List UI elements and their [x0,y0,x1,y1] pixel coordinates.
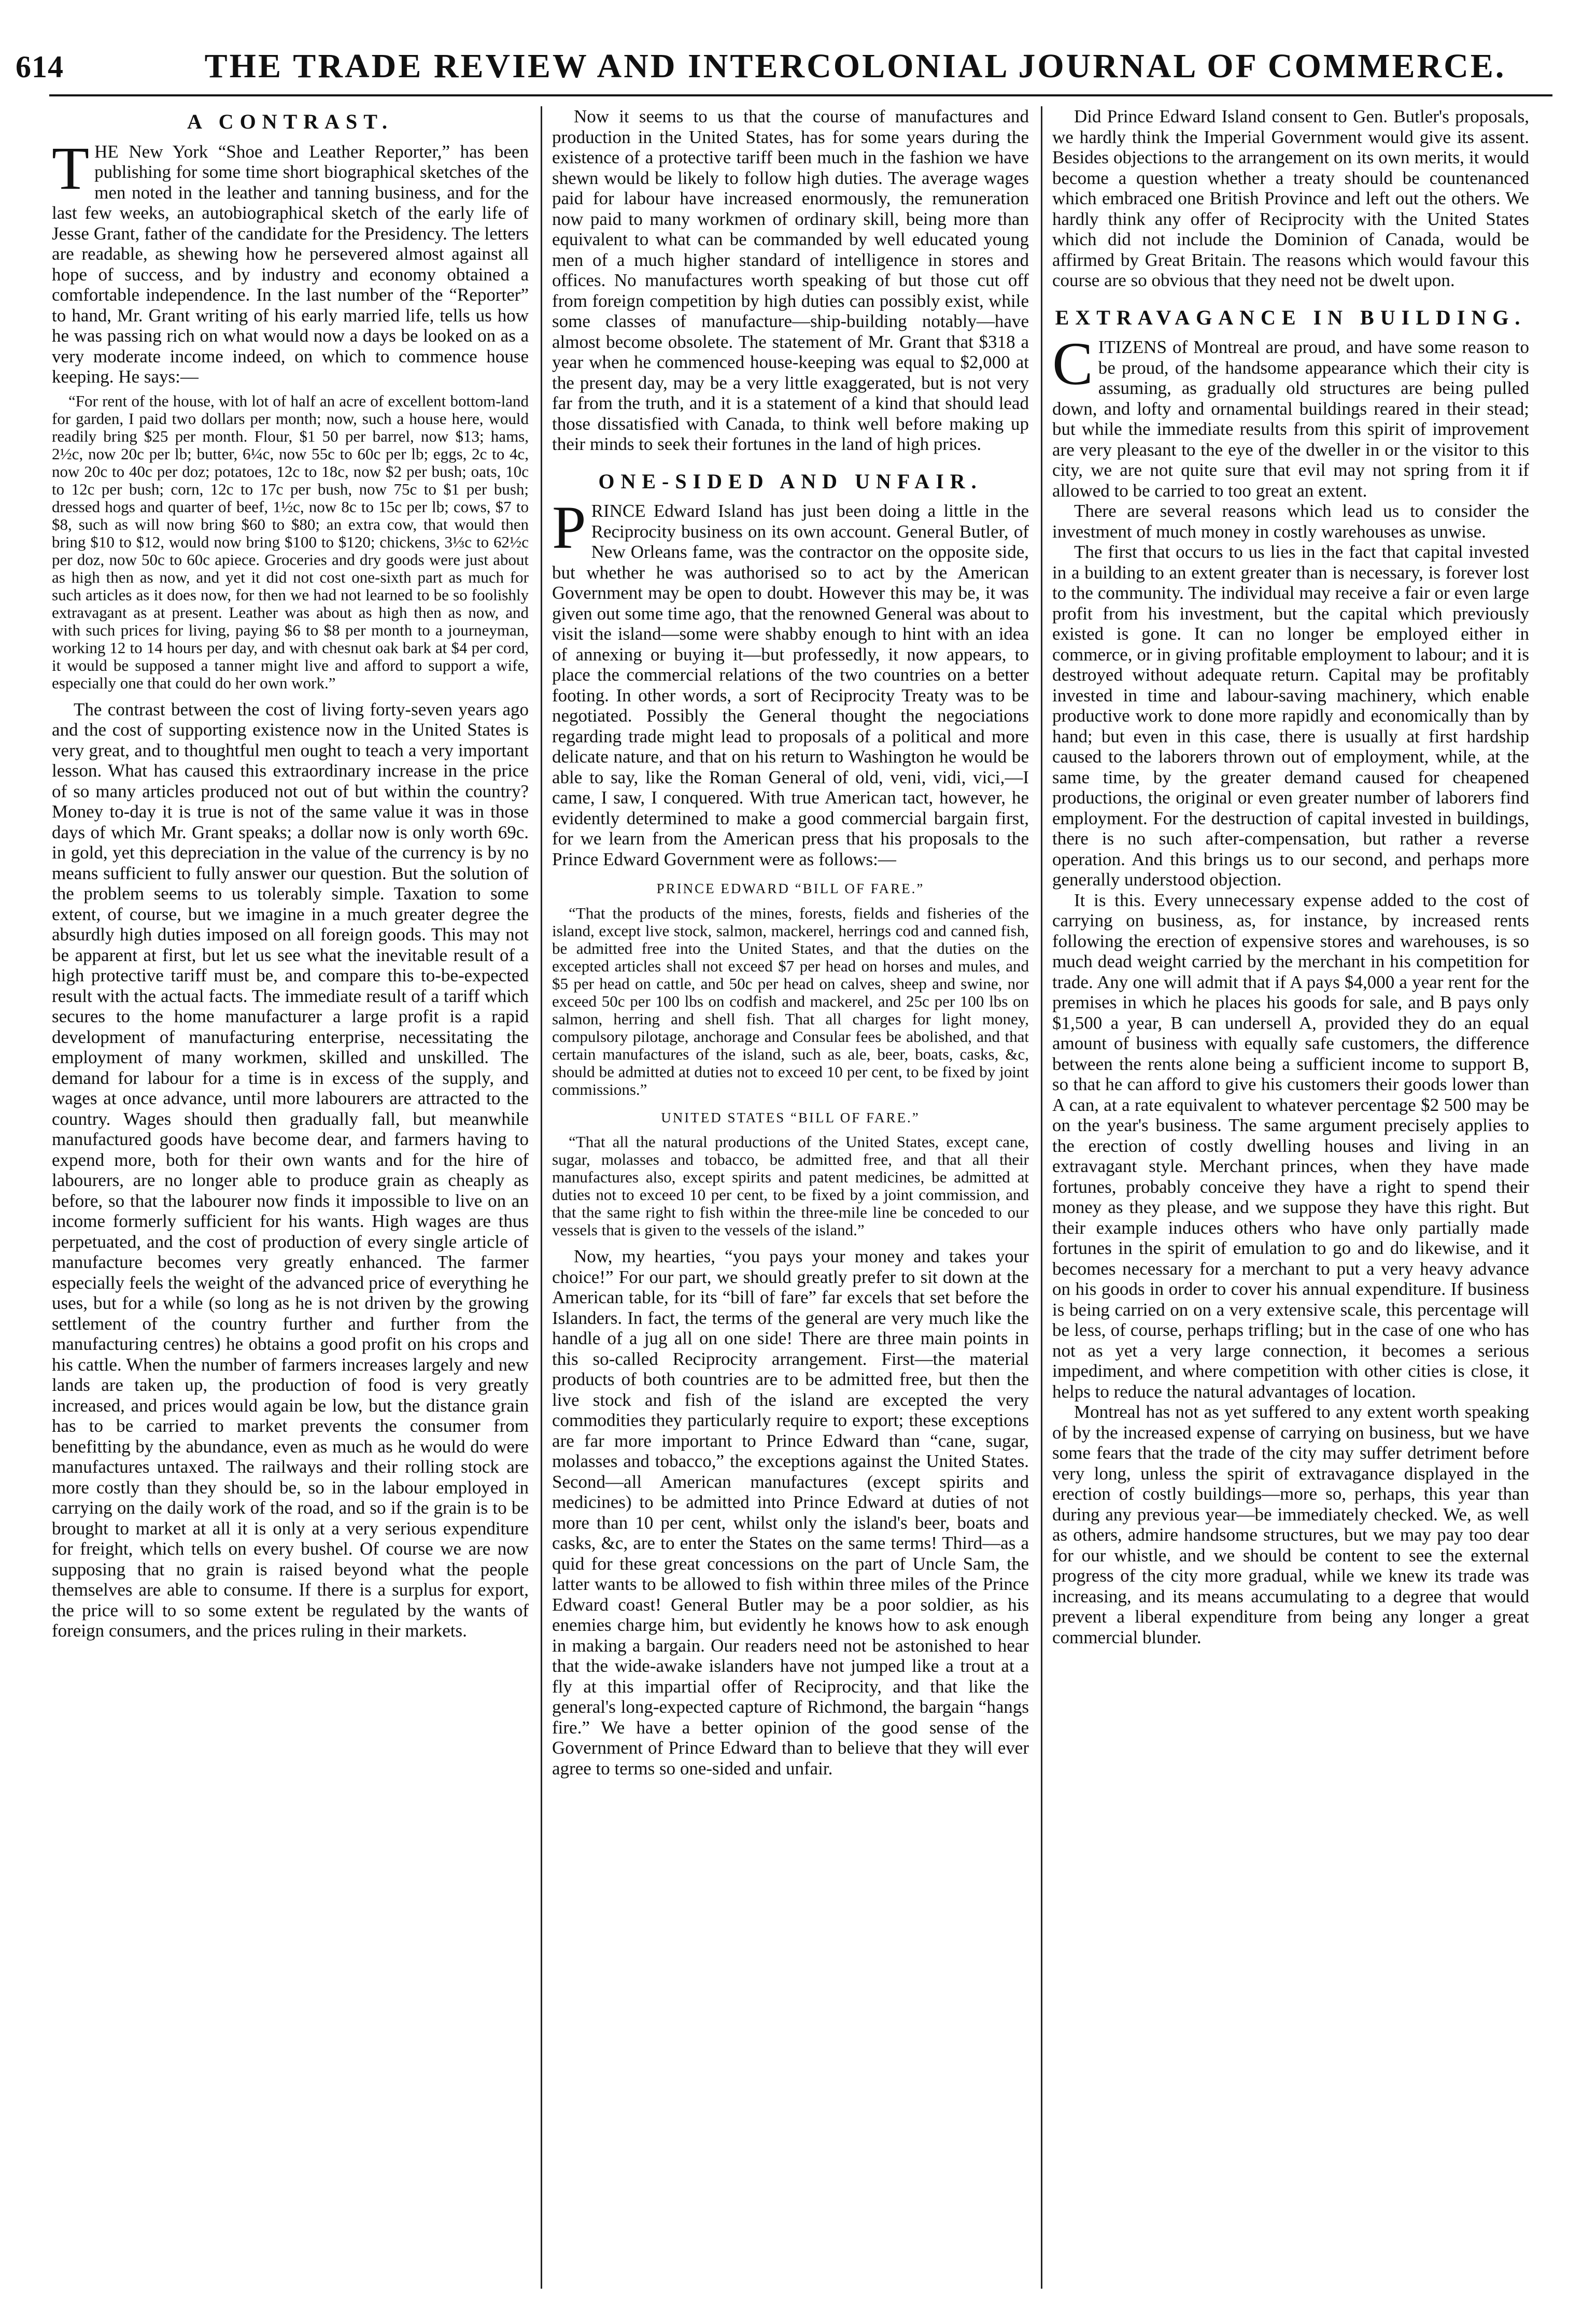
paragraph-text: RINCE Edward Island has just been doing a little in the Reciprocity business on its own account. General Butler, of New Orleans fame, was the contractor on the opposite side, but whether he was authorised so to act by the American Government may be open to doubt. However this may be, it was given out some time ago, that the renowned General was about to visit the island—some were shabby enough to hint with an idea of annexing or buying it—but professedly, it now appears, to place the commercial relations of the two countries on a better footing. In other words, a sort of Reciprocity Treaty was to be negotiated. Possibly the General thought the negociations regarding trade might lead to proposals of a political and more delicate nature, and that on his return to Washington he would be able to say, like the Roman General of old, veni, vidi, vici,—I came, I saw, I conquered. With true American tact, however, he evidently determined to make a good commercial bargain first, for we learn from the American press that his proposals to the Prince Edward Government were as follows:— [552,501,1029,869]
drop-cap: P [552,494,586,561]
article-paragraph: The contrast between the cost of living forty-seven years ago and the cost of supporting existence now in the United States is very great, and to thoughtful men ought to teach a very important lesson. What has caused this extraordinary increase in the price of so many articles produced not out of but within the country? Money to-day it is true is not of the same value it was in those days of which Mr. Grant speaks; a dollar now is only worth 69c. in gold, yet this depreciation in the value of the currency is by no means sufficient to fully answer our question. But the solution of the problem seems to us tolerably simple. Taxation to some extent, of course, but we imagine in a much greater degree the absurdly high duties imposed on all foreign goods. This may not be apparent at first, but let us see what the inevitable result of a high protective tariff must be, and compare this to-be-expected result with the actual facts. The immediate result of a tariff which secures to the home manufacturer a large profit is a rapid development of manufacturing enterprise, necessitating the employment of many workmen, skilled and unskilled. The demand for labour for a time is in excess of the supply, and wages at once advance, until more labourers are attracted to the country. Wages should then gradually fall, but meanwhile manufactured goods have become dear, and farmers having to expend more, both for their own wants and for the hire of labourers, are no longer able to produce grain as cheaply as before, so that the labourer now finds it impossible to live on an income formerly sufficient for his wants. High wages are thus perpetuated, and the cost of production of every single article of manufacture becomes very greatly enhanced. The farmer especially feels the weight of the advanced price of everything he uses, but for a while (so long as he is not driven by the growing settlement of the country further and further from the manufacturing centres) he obtains a good profit on his crops and his cattle. When the number of farmers increases largely and new lands are taken up, the production of food is very greatly increased, and prices would again be low, but the distance grain has to be carried to market prevents the consumer from benefitting by the abundance, even as much as he would do were manufactures untaxed. The railways and their rolling stock are more costly than they should be, so in the labour employed in carrying on the daily work of the road, and so if the grain is to be brought to market at all it is only at a very serious expenditure for freight, which tells on every bushel. Of course we are now supposing that no grain is raised beyond what the people themselves are able to consume. If there is a surplus for export, the price will to so some extent be regulated by the wants of foreign consumers, and the prices ruling in their markets. [52,699,529,1641]
article-paragraph [552,494,1029,869]
section-spacer [1052,291,1529,302]
column-2 [552,106,1029,1779]
column-1 [52,106,529,1641]
article-paragraph: Did Prince Edward Island consent to Gen. Butler's proposals, we hardly think the Imperial Government would give its assent. Besides objections to the arrangement on its own merits, it would become a question whether a treaty should be countenanced which embraced one British Province and left out the others. We hardly think any offer of Reciprocity with the United States which did not include the Dominion of Canada, would be affirmed by Great Britain. The reasons which would favour this course are so obvious that they need not be dwelt upon. [1052,106,1529,290]
article-paragraph: The first that occurs to us lies in the fact that capital invested in a building to an extent greater than is necessary, is forever lost to the community. The individual may receive a fair or even large profit from his investment, but the capital which previously existed is gone. It can no longer be employed either in commerce, or in giving profitable employment to labour; and it is destroyed without adequate return. Capital may be profitably invested in time and labour-saving machinery, which enable productive work to done more rapidly and economically than by hand; but even in this case, there is usually at first hardship caused to the laborers thrown out of employment, while, at the same time, by the greater demand caused for cheapened productions, the original or even greater number of laborers find employment. For the destruction of capital invested in buildings, there is no such after-compensation, but rather a reverse operation. And this brings us to our second, and perhaps more generally understood objection. [1052,542,1529,890]
page-number: 614 [16,50,64,84]
drop-cap: C [1052,330,1093,398]
article-paragraph: It is this. Every unnecessary expense added to the cost of carrying on business, as, for instance, by increased rents following the erection of expensive stores and warehouses, is so much dead weight carried by the merchant in his competition for trade. Any one will admit that if A pays $4,000 a year rent for the premises in which he places his goods for sale, and B pays only $1,500 a year, B can undersell A, provided they do an equal amount of business with equally safe customers, the difference between the rents alone being a sufficient income to support B, so that he can afford to give his customers their goods lower than A can, at a rate equivalent to whatever percentage $2 500 may be on the year's business. The same argument precisely applies to the erection of costly dwelling houses and living in an extravagant style. Merchant princes, when they have made fortunes, probably conceive they have a right to spend their money as they please, and we suppose they have this right. But their example induces others who have only partially made fortunes in the spirit of emulation to go and do likewise, and it becomes necessary for a merchant to put a very heavy advance on his goods in order to cover his annual expenditure. If business is being carried on on a very extensive scale, this percentage will be less, of course, perhaps trifling; but in the case of one who has not as yet a very large connection, it becomes a serious impediment, and where competition with other cities is close, it helps to reduce the natural advantages of location. [1052,890,1529,1402]
drop-cap: T [52,134,90,202]
running-title: THE TRADE REVIEW AND INTERCOLONIAL JOURNAL OF COMMERCE. [204,47,1506,85]
paragraph-text: ITIZENS of Montreal are proud, and have some reason to be proud, of the handsome appearance which their city is assuming, as gradually old structures are being pulled down, and lofty and ornamental buildings reared in their stead; but while the immediate results from this spirit of improvement are very pleasant to the eye of the dweller in or the visitor to this city, we are not quite sure that evil may not spring from it if allowed to be carried to too great an extent. [1052,337,1529,501]
page-header [0,0,1596,104]
column-3 [1052,106,1529,1647]
bill-subhead: PRINCE EDWARD “BILL OF FARE.” [656,881,925,896]
quote-text: “That all the natural productions of the United States, except cane, sugar, molasses and tobacco, be admitted free, and that all their manufactures also, except spirits and patent medicines, be admitted at duties not to exceed 10 per cent, to be fixed by a joint commission, and that the same right to fish within the three-mile line be conceded to our vessels that is given to the vessels of the island.” [552,1133,1029,1239]
article-paragraph: Now it seems to us that the course of manufactures and production in the United States, has for some years during the existence of a protective tariff been much in the fashion we have shewn would be likely to follow high duties. The average wages paid for labour have increased enormously, the remuneration now paid to many workmen of ordinary skill, being more than equivalent to what can be commanded by well educated young men of a much higher standard of intelligence in stores and offices. No manufactures worth speaking of but those cut off from foreign competition by high duties can possibly exist, while some classes of manufacture—ship-building notably—have almost become obsolete. The statement of Mr. Grant that $318 a year when he commenced house-keeping was equal to $2,000 at the present day, may be a very little exaggerated, but is not very far from the truth, and it is a statement of a kind that should lead those dissatisfied with Canada, to think well before making up their minds to seek their fortunes in the land of high prices. [552,106,1029,454]
section-spacer [552,455,1029,466]
block-quote [552,1133,1029,1239]
article-paragraph [1052,330,1529,501]
article-title: EXTRAVAGANCE IN BUILDING. [1055,305,1527,329]
article-paragraph: Montreal has not as yet suffered to any extent worth speaking of by the increased expense of carrying on business, but we have some fears that the trade of the city may suffer detriment before very long, unless the spirit of extravagance displayed in the erection of costly buildings—more so, perhaps, this year than during any previous year—be immediately checked. We, as well as others, admire handsome structures, but we may pay too dear for our whistle, and we should be content to see the external progress of the city more gradual, while we knew its trade was increasing, and its means accumulating to a degree that would prevent a liberal expenditure from being any longer a great commercial blunder. [1052,1402,1529,1647]
article-paragraph [52,134,529,387]
article-paragraph: Now, my hearties, “you pays your money and takes your choice!” For our part, we should greatly prefer to sit down at the American table, for its “bill of fare” far excels that set before the Islanders. In fact, the terms of the general are very much like the handle of a jug all on one side! There are three main points in this so-called Reciprocity arrangement. First—the material products of both countries are to be admitted free, but then the live stock and fish of the island are excepted the very commodities they particularly require to export; these exceptions are far more important to Prince Edward than “cane, sugar, molasses and tobacco,” the exceptions against the United States. Second—all American manufactures (except spirits and medicines) to be admitted into Prince Edward at duties of not more than 10 per cent, whilst only the island's beer, boats and casks, &c, are to enter the States on the same terms! Third—as a quid for these great concessions on the part of Uncle Sam, the latter wants to be allowed to fish within three miles of the Prince Edward coast! General Butler may be a poor soldier, as his enemies charge him, but evidently he knows how to ask enough in making a bargain. Our readers need not be astonished to hear that the wide-awake islanders have not jumped like a trout at a fly at this impartial offer of Reciprocity, and that like the general's long-expected capture of Richmond, the bargain “hangs fire.” We have a better opinion of the good sense of the Government of Prince Edward than to believe that they will ever agree to terms so one-sided and unfair. [552,1246,1029,1779]
bill-subhead: UNITED STATES “BILL OF FARE.” [661,1109,920,1125]
paragraph-text: HE New York “Shoe and Leather Reporter,” has been publishing for some time short biographical sketches of the men noted in the leather and tanning business, and for the last few weeks, an autobiographical sketch of the early life of Jesse Grant, father of the candidate for the Presidency. The letters are readable, as shewing how he persevered almost against all hope of success, and by industry and economy obtained a comfortable independence. In the last number of the “Reporter” to hand, Mr. Grant writing of his early married life, tells us how he was passing rich on what would now a days be looked on as a very moderate income indeed, on which to commence house keeping. He says:— [52,141,529,387]
column-rule [541,106,542,2289]
quote-text: “For rent of the house, with lot of half an acre of excellent bottom-land for garden, I paid two dollars per month; now, such a house here, would readily bring $25 per month. Flour, $1 50 per barrel, now $13; hams, 2½c, now 20c per lb; butter, 6¼c, now 55c to 60c per lb; eggs, 2c to 4c, now 20c to 40c per doz; potatoes, 12c to 18c, now $2 per bush; oats, 10c to 12c per bush; corn, 12c to 17c per bush, now 75c to $1 per bush; dressed hogs and quarter of beef, 1½c, now 8c to 15c per lb; cows, $7 to $8, such as will now bring $60 to $80; an extra cow, that would then bring $10 to $12, would now bring $100 to $120; chickens, 3⅓c to 62½c per doz, now 50c to 60c apiece. Groceries and dry goods were just about as high then as now, and yet it did not cost one-sixth part as much for such articles as it does now, for then we had not learned to be so foolishly extravagant as at present. Leather was about as high then as now, and with such prices for living, paying $6 to $8 per month to a journeyman, working 12 to 14 hours per day, and with chesnut oak bark at $4 per cord, it would be supposed a tanner might live and afford to support a wife, especially one that could do her own work.” [52,391,529,692]
column-rule [1041,106,1042,2289]
quote-text: “That the products of the mines, forests, fields and fisheries of the island, except live stock, salmon, mackerel, herrings cod and canned fish, be admitted free into the United States, and that the duties on the excepted articles shall not exceed $7 per head on horses and mules, and $5 per head on cattle, and 50c per head on calves, sheep and swine, nor exceed 50c per 100 lbs on codfish and mackerel, and 25c per 100 lbs on salmon, herring and shell fish. That all charges for light money, compulsory pilotage, anchorage and Consular fees be abolished, and that certain manufactures of the island, such as ale, beer, boats, casks, &c, should be admitted at duties not to exceed 10 per cent, to be fixed by joint commissions.” [552,904,1029,1098]
block-quote [552,905,1029,1098]
header-rule [49,94,1552,96]
article-title: A CONTRAST. [187,110,393,133]
article-title: ONE-SIDED AND UNFAIR. [598,469,983,493]
article-paragraph: There are several reasons which lead us to consider the investment of much money in costly warehouses as unwise. [1052,501,1529,542]
block-quote [52,392,529,692]
